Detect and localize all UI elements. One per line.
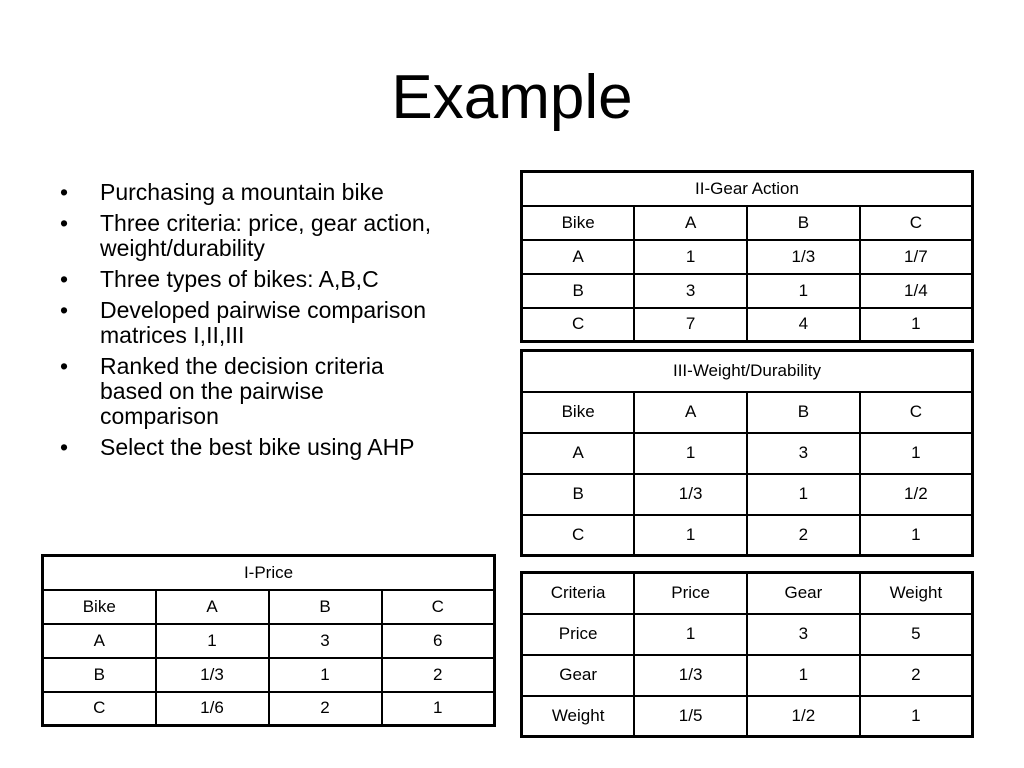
row-label: Weight — [522, 696, 635, 737]
column-header: Bike — [522, 392, 635, 433]
table-cell: 1/7 — [860, 240, 973, 274]
table-row — [522, 614, 973, 655]
table-cell: 1/3 — [156, 658, 269, 692]
weight-durability-matrix — [520, 349, 974, 557]
column-header: Criteria — [522, 573, 635, 614]
table-cell: 1/5 — [634, 696, 747, 737]
table-cell: 2 — [747, 515, 860, 556]
table-cell: 1 — [634, 515, 747, 556]
table-cell: 4 — [747, 308, 860, 342]
table-header-row — [522, 206, 973, 240]
row-label: C — [43, 692, 156, 726]
table-header-row — [43, 590, 495, 624]
bullet-icon: • — [60, 266, 69, 292]
gear-action-matrix — [520, 170, 974, 343]
table-row — [43, 624, 495, 658]
column-header: C — [382, 590, 495, 624]
bullet-item — [58, 298, 438, 348]
table-header-row — [522, 392, 973, 433]
row-label: C — [522, 515, 635, 556]
bullet-item — [58, 435, 438, 460]
table-row — [522, 433, 973, 474]
table-row — [522, 515, 973, 556]
row-label: A — [522, 433, 635, 474]
table-caption: I-Price — [43, 556, 495, 590]
column-header: C — [860, 392, 973, 433]
table-cell: 1 — [860, 696, 973, 737]
table-cell: 1 — [860, 308, 973, 342]
table-cell: 1 — [269, 658, 382, 692]
bullet-icon: • — [60, 297, 69, 323]
bullet-list — [58, 180, 438, 466]
table-cell: 1 — [156, 624, 269, 658]
bullet-text: Three criteria: price, gear action, weight/durability — [100, 210, 432, 261]
table-cell: 1/6 — [156, 692, 269, 726]
table-row — [522, 655, 973, 696]
bullet-text: Purchasing a mountain bike — [100, 179, 384, 205]
column-header: B — [747, 206, 860, 240]
bullet-item — [58, 211, 438, 261]
table-row — [522, 240, 973, 274]
table-cell: 3 — [634, 274, 747, 308]
row-label: B — [522, 274, 635, 308]
bullet-text: Ranked the decision criteria based on the pairwise comparison — [100, 353, 384, 429]
table-caption-row — [522, 351, 973, 392]
table-cell: 1/4 — [860, 274, 973, 308]
table-cell: 1 — [634, 240, 747, 274]
table-cell: 1/2 — [860, 474, 973, 515]
column-header: C — [860, 206, 973, 240]
table-row — [43, 692, 495, 726]
table-header-row — [522, 573, 973, 614]
row-label: B — [522, 474, 635, 515]
table-cell: 3 — [747, 433, 860, 474]
row-label: B — [43, 658, 156, 692]
table-cell: 1/3 — [634, 655, 747, 696]
row-label: C — [522, 308, 635, 342]
table-cell: 6 — [382, 624, 495, 658]
bullet-icon: • — [60, 434, 69, 460]
table-cell: 1 — [634, 433, 747, 474]
bullet-text: Three types of bikes: A,B,C — [100, 266, 379, 292]
table-cell: 7 — [634, 308, 747, 342]
table-cell: 1/3 — [634, 474, 747, 515]
criteria-matrix — [520, 571, 974, 738]
column-header: Weight — [860, 573, 973, 614]
table-cell: 1 — [747, 274, 860, 308]
table-cell: 1/3 — [747, 240, 860, 274]
price-matrix — [41, 554, 496, 727]
bullet-item — [58, 180, 438, 205]
row-label: A — [522, 240, 635, 274]
table-cell: 1 — [860, 433, 973, 474]
table-caption: II-Gear Action — [522, 172, 973, 206]
table-caption: III-Weight/Durability — [522, 351, 973, 392]
column-header: B — [747, 392, 860, 433]
column-header: A — [634, 392, 747, 433]
table-row — [522, 474, 973, 515]
column-header: Price — [634, 573, 747, 614]
table-caption-row — [43, 556, 495, 590]
bullet-text: Developed pairwise comparison matrices I,II,III — [100, 297, 426, 348]
table-cell: 1 — [860, 515, 973, 556]
table-cell: 3 — [747, 614, 860, 655]
column-header: Gear — [747, 573, 860, 614]
bullet-item — [58, 267, 438, 292]
column-header: Bike — [43, 590, 156, 624]
table-cell: 1 — [747, 655, 860, 696]
table-cell: 2 — [860, 655, 973, 696]
table-cell: 3 — [269, 624, 382, 658]
column-header: A — [634, 206, 747, 240]
bullet-icon: • — [60, 353, 69, 379]
slide-title: Example — [391, 63, 633, 132]
table-cell: 1 — [747, 474, 860, 515]
bullet-icon: • — [60, 210, 69, 236]
column-header: Bike — [522, 206, 635, 240]
table-cell: 5 — [860, 614, 973, 655]
column-header: A — [156, 590, 269, 624]
row-label: Gear — [522, 655, 635, 696]
table-cell: 1 — [634, 614, 747, 655]
bullet-icon: • — [60, 179, 69, 205]
table-row — [522, 308, 973, 342]
row-label: Price — [522, 614, 635, 655]
column-header: B — [269, 590, 382, 624]
table-row — [522, 274, 973, 308]
bullet-item — [58, 354, 438, 429]
table-cell: 2 — [382, 658, 495, 692]
table-row — [522, 696, 973, 737]
table-cell: 1/2 — [747, 696, 860, 737]
table-cell: 1 — [382, 692, 495, 726]
table-row — [43, 658, 495, 692]
table-caption-row — [522, 172, 973, 206]
table-cell: 2 — [269, 692, 382, 726]
row-label: A — [43, 624, 156, 658]
bullet-text: Select the best bike using AHP — [100, 434, 415, 460]
